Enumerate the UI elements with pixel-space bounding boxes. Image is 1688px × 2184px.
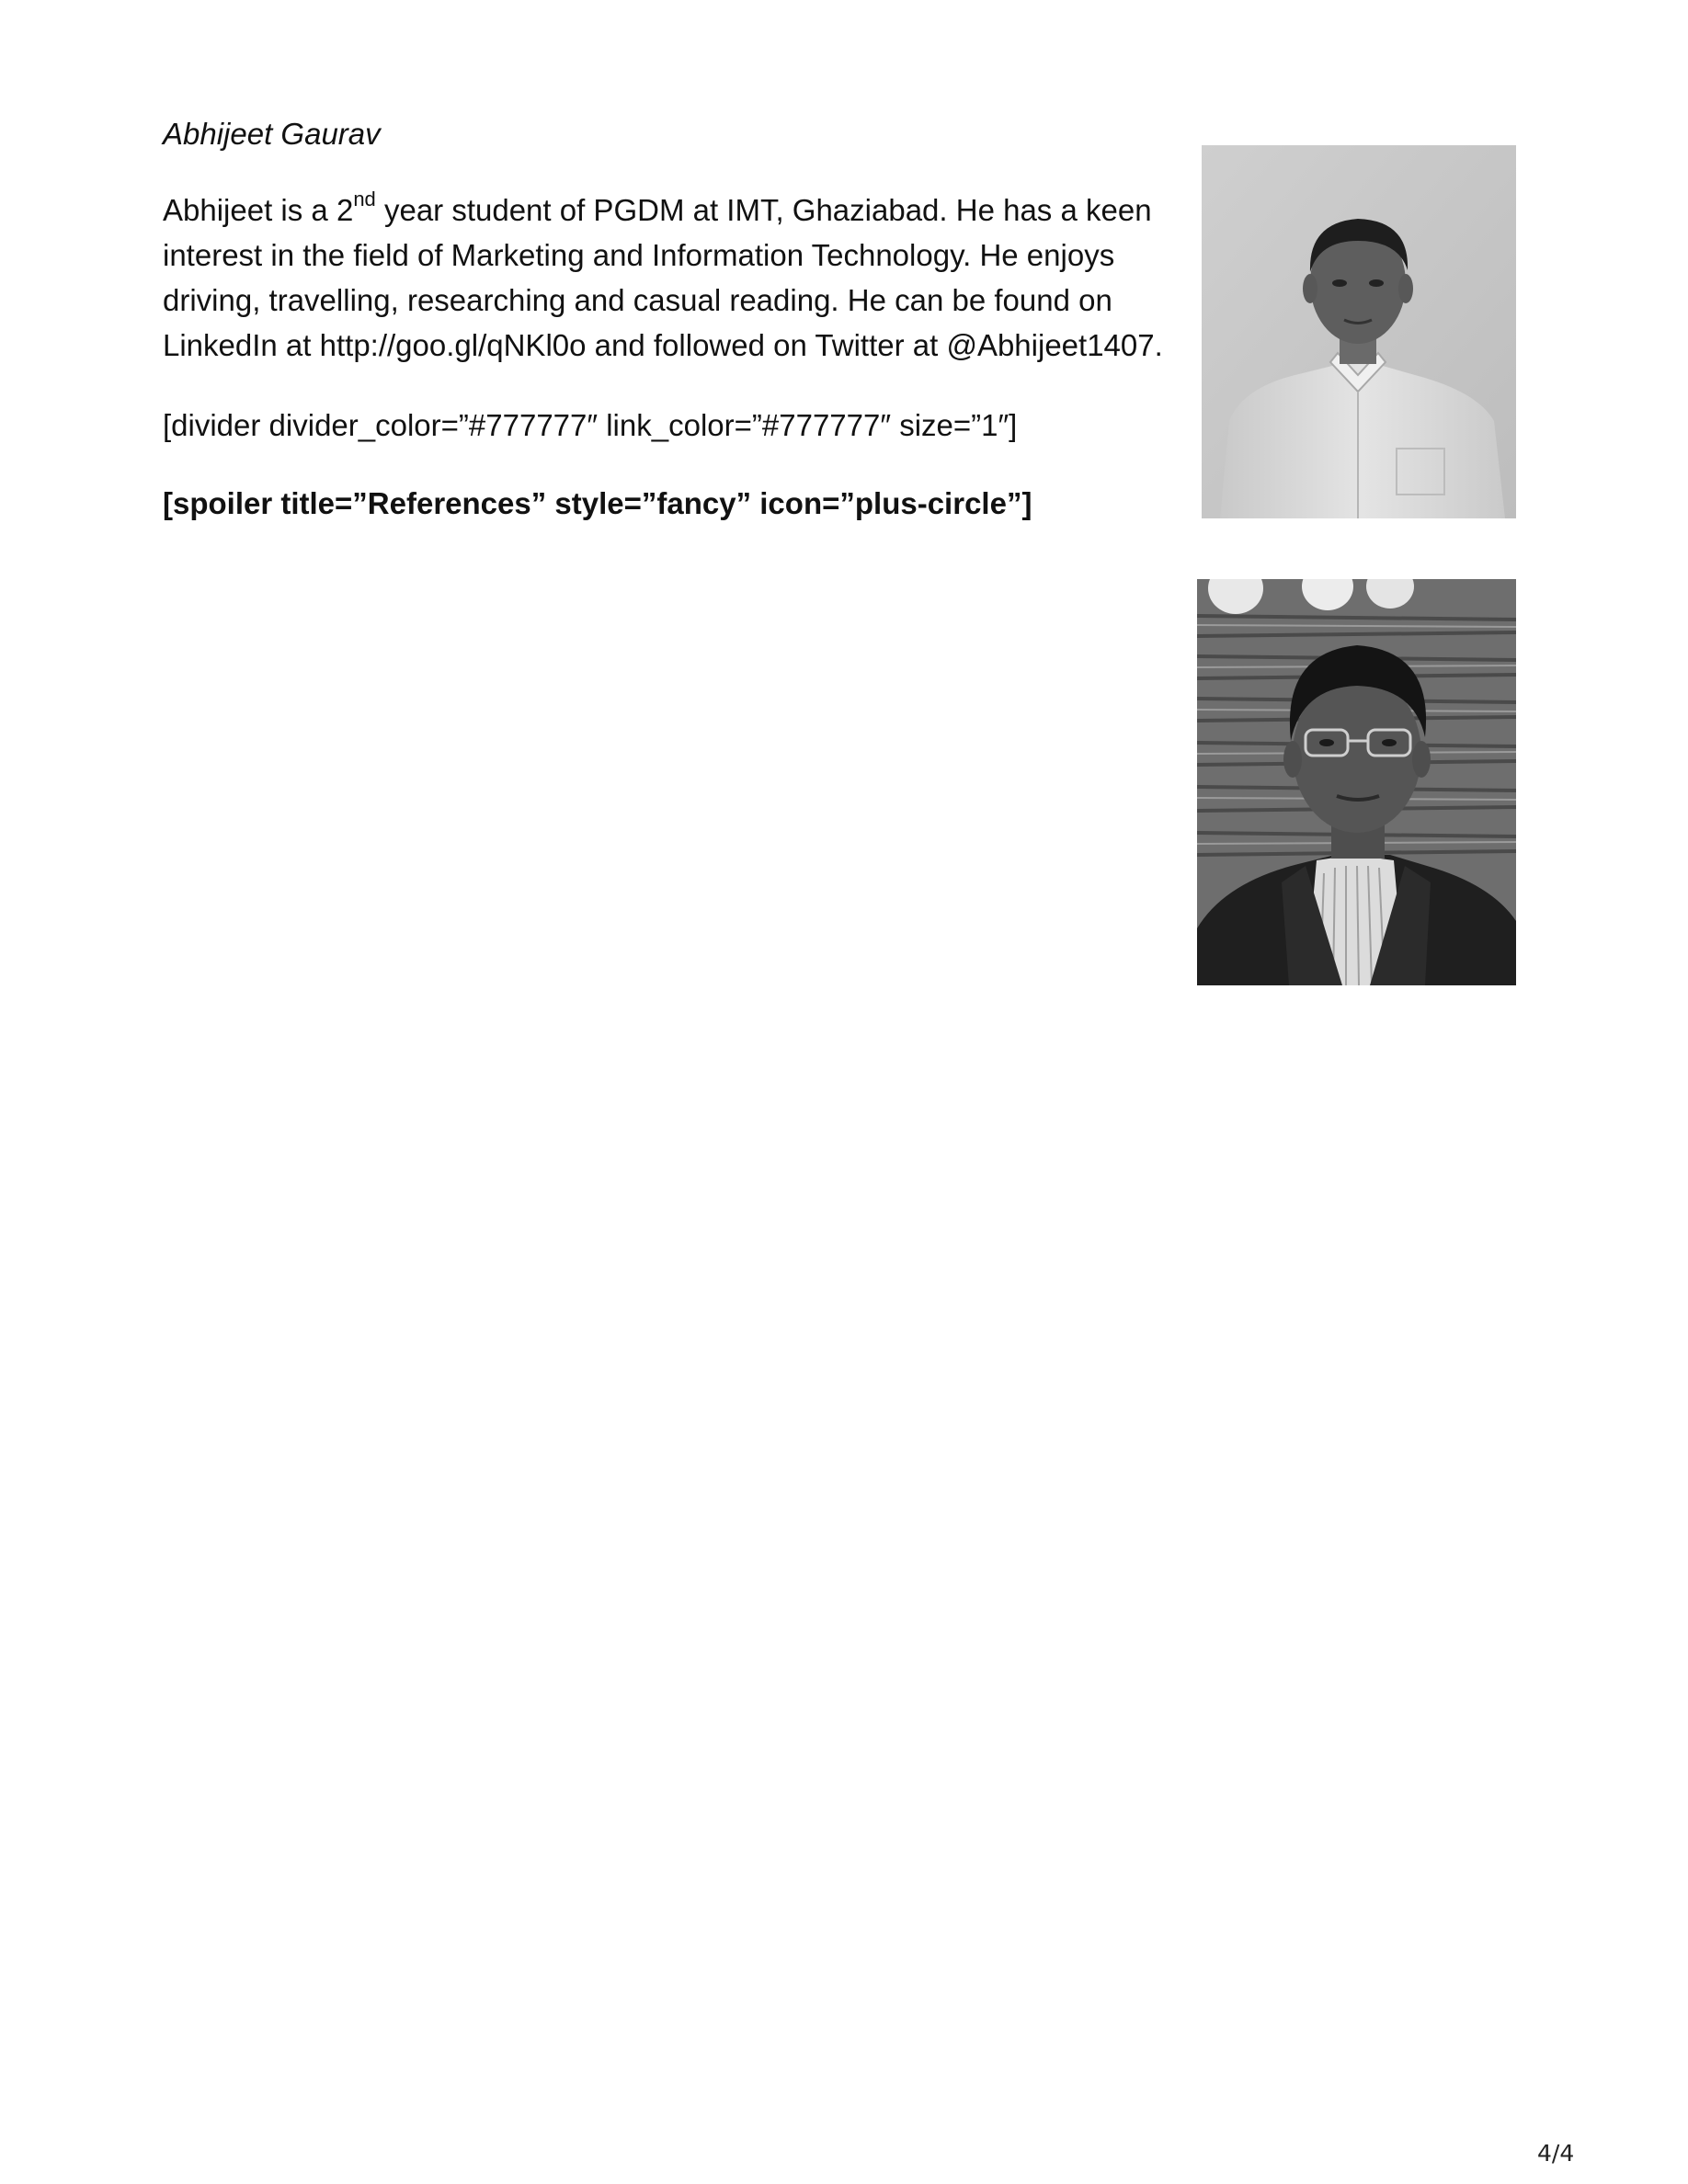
author-bio xyxy=(163,188,1165,368)
author-name: Abhijeet Gaurav xyxy=(163,117,381,151)
bio-text-start: Abhijeet is a 2 xyxy=(163,193,354,227)
bio-text-rest: year student of PGDM at IMT, Ghaziabad. He has a keen interest in the field of Marketing and Information Technology. He enjoys driving, travelling, researching and casual reading. He can be found on LinkedIn at http://goo.gl/qNKl0o and followed on Twitter at @Abhijeet1407. xyxy=(163,193,1163,362)
spoiler-shortcode-text: [spoiler title=”References” style=”fancy” icon=”plus-circle”] xyxy=(163,486,1032,520)
author-photo-1 xyxy=(1202,145,1516,518)
page-number: 4/4 xyxy=(1537,2140,1575,2167)
bio-ordinal-suffix: nd xyxy=(353,188,376,210)
divider-shortcode-text: [divider divider_color=”#777777″ link_color=”#777777″ size=”1″] xyxy=(163,408,1018,442)
author-photo-2 xyxy=(1197,579,1516,985)
